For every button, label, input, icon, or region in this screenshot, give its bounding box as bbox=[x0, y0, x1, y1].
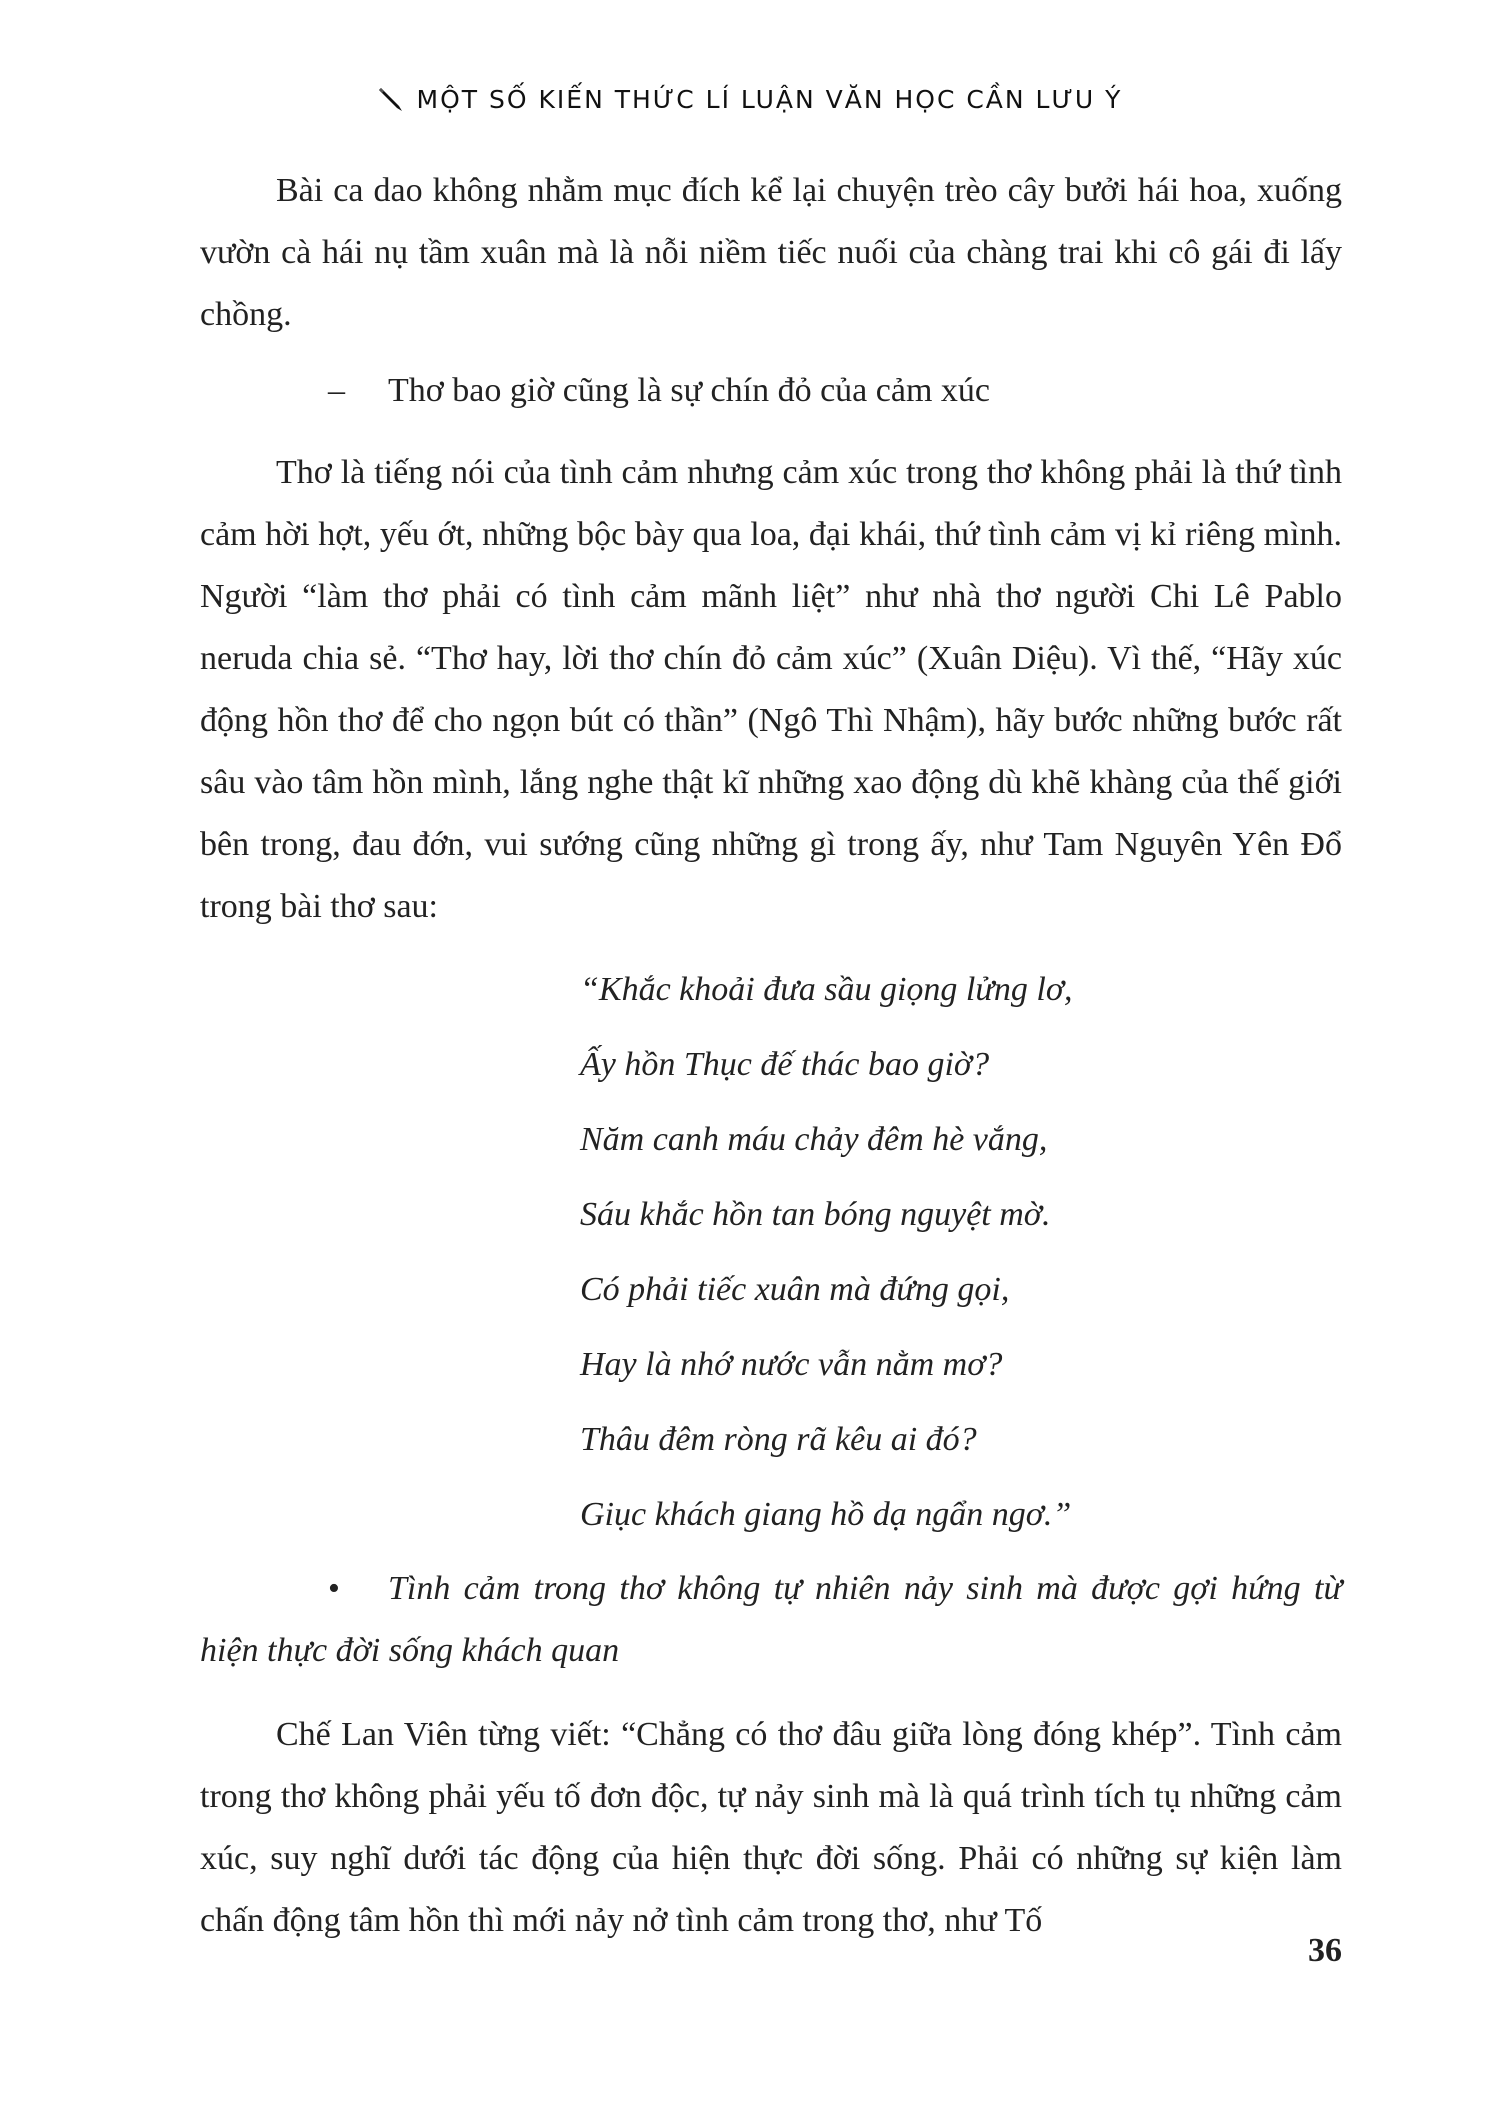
page-number: 36 bbox=[1308, 1932, 1342, 1969]
poem-line: Năm canh máu chảy đêm hè vắng, bbox=[580, 1121, 1048, 1158]
poem-line: Ấy hồn Thục đế thác bao giờ? bbox=[580, 1046, 990, 1083]
poem-line: Sáu khắc hồn tan bóng nguyệt mờ. bbox=[580, 1196, 1051, 1233]
header-title: MỘT SỐ KIẾN THỨC LÍ LUẬN VĂN HỌC CẦN LƯU Ý bbox=[416, 84, 1123, 114]
paragraph-emotion: Thơ là tiếng nói của tình cảm nhưng cảm xúc trong thơ không phải là thứ tình cảm hời hợt, yếu ớt, những bộc bày qua loa, đại khái, thứ tình cảm vị kỉ riêng mình. Người “làm thơ phải có tình cảm mãnh liệt” như nhà thơ người Chi Lê Pablo neruda chia sẻ. “Thơ hay, lời thơ chín đỏ cảm xúc” (Xuân Diệu). Vì thế, “Hãy xúc động hồn thơ để cho ngọn bút có thần” (Ngô Thì Nhậm), hãy bước những bước rất sâu vào tâm hồn mình, lắng nghe thật kĩ những xao động dù khẽ khàng của thế giới bên trong, đau đớn, vui sướng cũng những gì trong ấy, như Tam Nguyên Yên Đổ trong bài thơ sau: bbox=[200, 454, 1342, 925]
poem-line: Hay là nhớ nước vẫn nằm mơ? bbox=[580, 1346, 1003, 1383]
poem-line: Thâu đêm ròng rã kêu ai đó? bbox=[580, 1421, 977, 1458]
sub-heading bbox=[200, 360, 1342, 422]
dash-marker: – bbox=[328, 372, 345, 409]
pencil-icon bbox=[375, 84, 405, 114]
poem-block bbox=[580, 952, 1342, 1552]
page-body bbox=[200, 160, 1342, 1952]
paragraph-reality: Chế Lan Viên từng viết: “Chẳng có thơ đâu giữa lòng đóng khép”. Tình cảm trong thơ không phải yếu tố đơn độc, tự nảy sinh mà là quá trình tích tụ những cảm xúc, suy nghĩ dưới tác động của hiện thực đời sống. Phải có những sự kiện làm chấn động tâm hồn thì mới nảy nở tình cảm trong thơ, như Tố bbox=[200, 1716, 1342, 1939]
bullet-text: Tình cảm trong thơ không tự nhiên nảy sinh mà được gợi hứng từ hiện thực đời sống khách quan bbox=[200, 1570, 1342, 1669]
poem-line: Giục khách giang hồ dạ ngẩn ngơ.” bbox=[580, 1496, 1072, 1533]
bullet-item bbox=[200, 1558, 1342, 1682]
sub-heading-text: Thơ bao giờ cũng là sự chín đỏ của cảm xúc bbox=[388, 372, 990, 409]
paragraph-intro: Bài ca dao không nhằm mục đích kể lại chuyện trèo cây bưởi hái hoa, xuống vườn cà hái nụ tầm xuân mà là nỗi niềm tiếc nuối của chàng trai khi cô gái đi lấy chồng. bbox=[200, 172, 1342, 333]
poem-line: Có phải tiếc xuân mà đứng gọi, bbox=[580, 1271, 1010, 1308]
poem-line: “Khắc khoải đưa sầu giọng lửng lơ, bbox=[580, 971, 1073, 1008]
bullet-marker: • bbox=[328, 1570, 340, 1607]
running-header bbox=[0, 84, 1497, 114]
